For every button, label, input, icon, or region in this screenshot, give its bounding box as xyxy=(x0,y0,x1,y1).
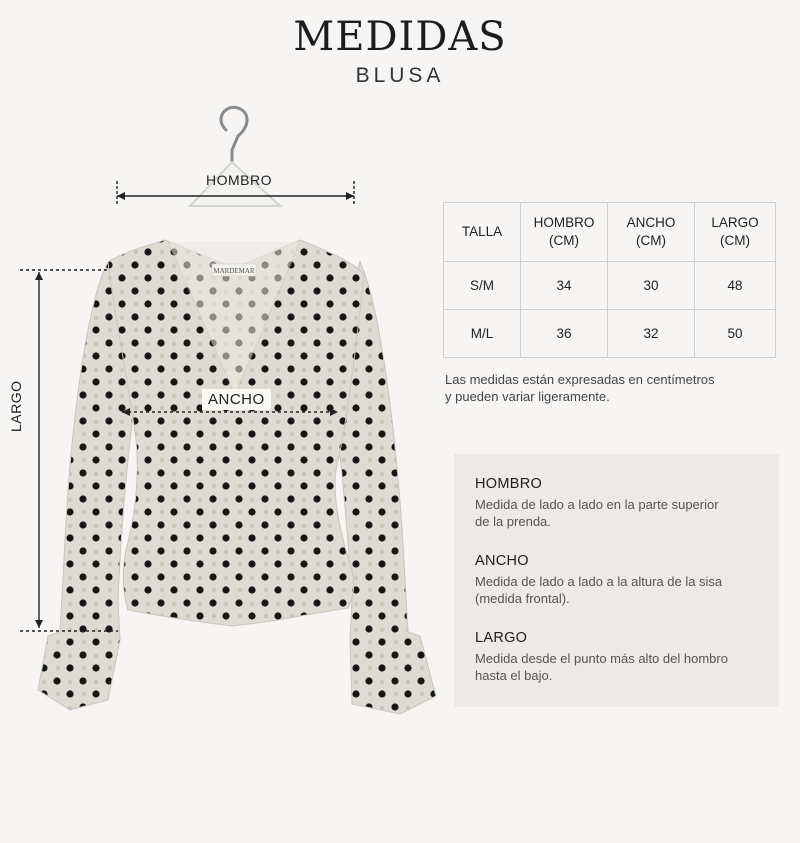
page-title: MEDIDAS xyxy=(293,14,507,60)
definition-text: de la prenda. xyxy=(475,514,551,529)
header-largo: LARGO (CM) xyxy=(695,203,776,262)
definition-term: HOMBRO xyxy=(475,476,543,492)
cell-talla: M/L xyxy=(444,310,521,358)
table-row xyxy=(444,310,776,358)
definitions-panel xyxy=(454,454,779,707)
definition-text: Medida desde el punto más alto del hombro xyxy=(475,651,728,666)
definition-term: LARGO xyxy=(475,630,528,646)
ancho-label: ANCHO xyxy=(202,389,271,410)
cell-ancho: 30 xyxy=(608,262,695,310)
cell-largo: 48 xyxy=(695,262,776,310)
cell-talla: S/M xyxy=(444,262,521,310)
definition-text: Medida de lado a lado a la altura de la sisa xyxy=(475,574,723,589)
definition-text: hasta el bajo. xyxy=(475,668,553,683)
definition-text: Medida de lado a lado en la parte superior xyxy=(475,497,719,512)
hombro-label: HOMBRO xyxy=(206,172,272,188)
measurement-note xyxy=(445,371,775,405)
cell-ancho: 32 xyxy=(608,310,695,358)
definition-text: (medida frontal). xyxy=(475,591,570,606)
cell-largo: 50 xyxy=(695,310,776,358)
note-line: y pueden variar ligeramente. xyxy=(445,389,610,404)
header-ancho: ANCHO (CM) xyxy=(608,203,695,262)
size-table xyxy=(443,202,776,358)
cell-hombro: 36 xyxy=(521,310,608,358)
definition-ancho xyxy=(475,553,775,607)
definition-hombro xyxy=(475,476,775,530)
cell-hombro: 34 xyxy=(521,262,608,310)
hanger-icon xyxy=(190,107,280,206)
definition-term: ANCHO xyxy=(475,553,529,569)
header-hombro: HOMBRO (CM) xyxy=(521,203,608,262)
brand-tag-text: MARDEMAR xyxy=(213,267,255,275)
page-subtitle: BLUSA xyxy=(355,64,445,87)
header-talla: TALLA xyxy=(444,203,521,262)
table-header-row xyxy=(444,203,776,262)
table-row xyxy=(444,262,776,310)
largo-label: LARGO xyxy=(8,380,24,432)
definition-largo xyxy=(475,630,775,684)
note-line: Las medidas están expresadas en centímetros xyxy=(445,372,715,387)
